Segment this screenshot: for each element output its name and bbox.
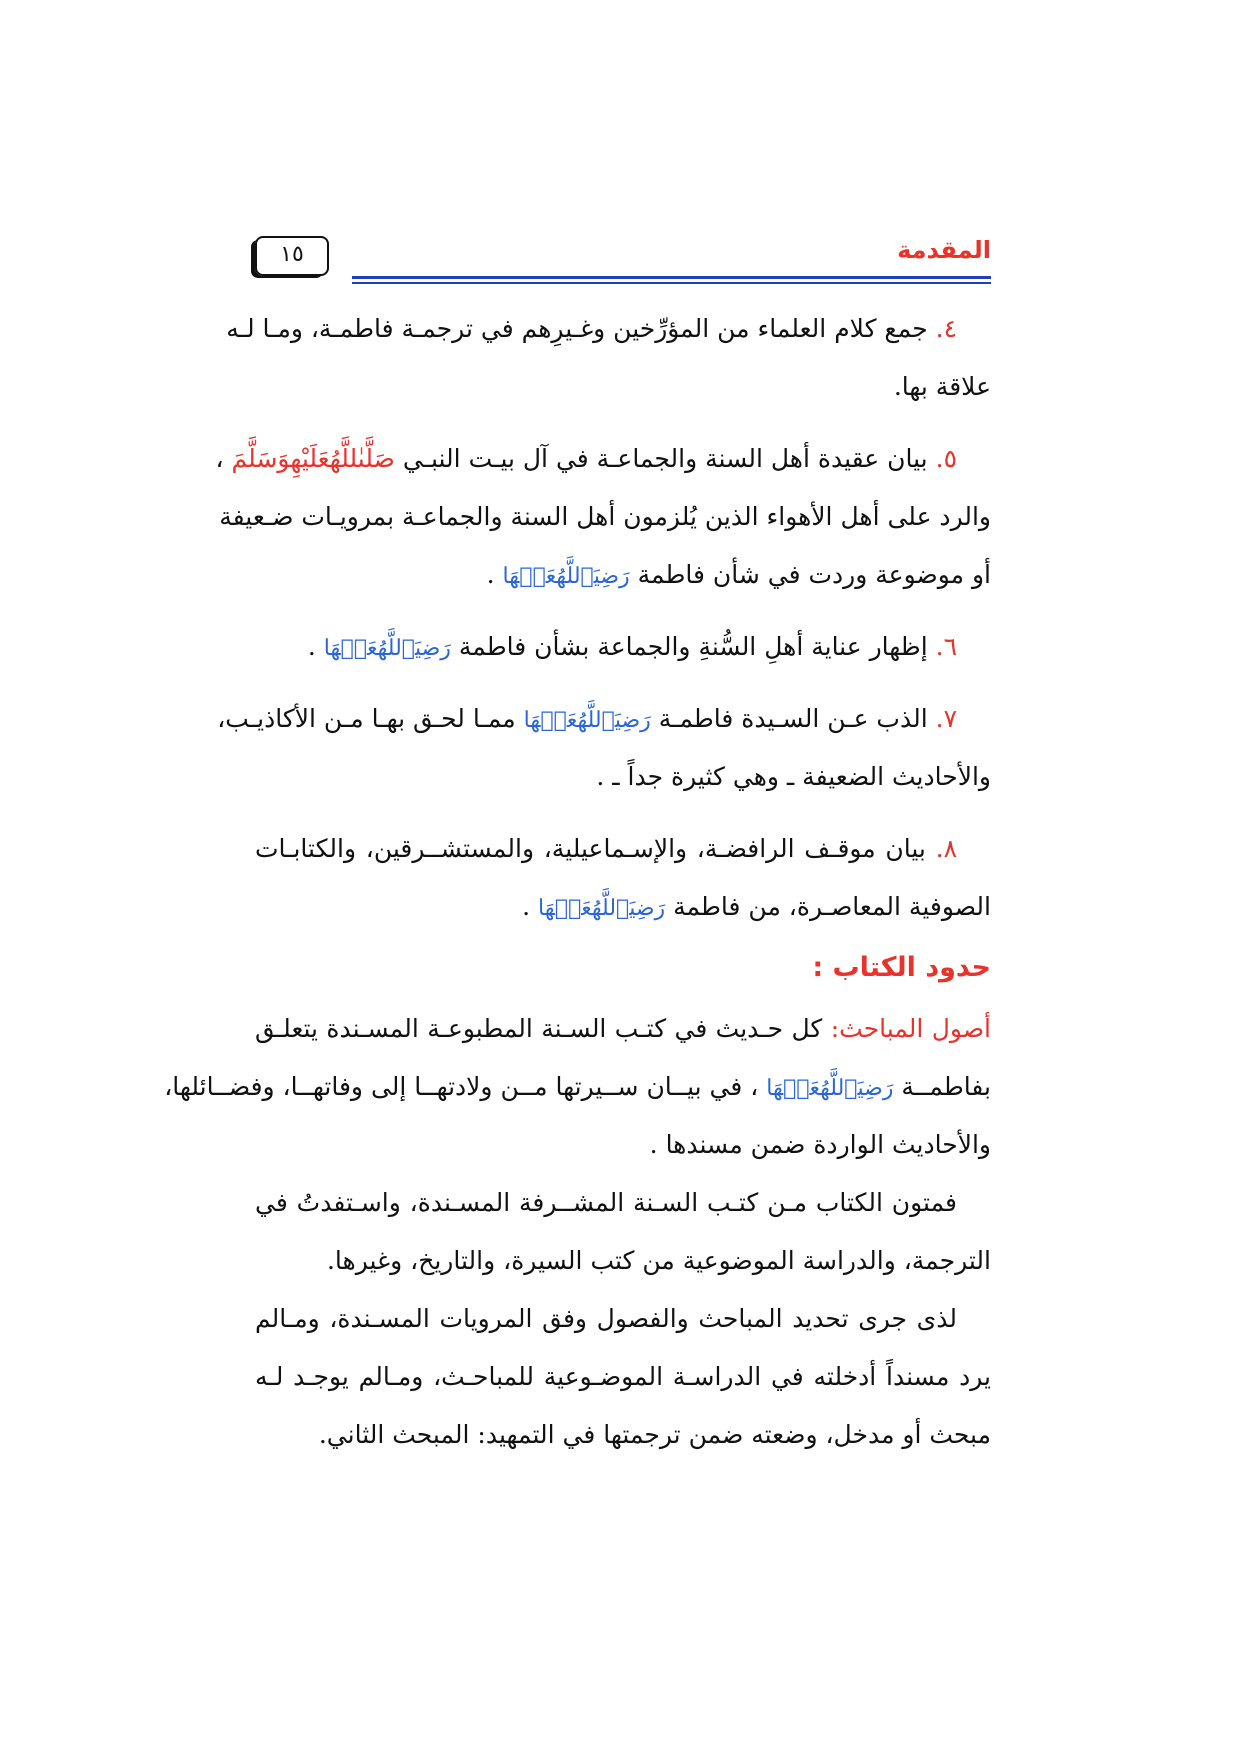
radiallah-glyph: رَضِيَٱللَّهُعَنۡهَا [766, 1076, 894, 1101]
item-text: والرد على أهل الأهواء الذين يُلزمون أهل السنة والجماعـة بمرويـات ضـعيفة [219, 502, 991, 531]
item-text: علاقة بها. [893, 372, 991, 401]
paragraph-1-line-3 [255, 1116, 991, 1174]
list-item-4-line-2 [255, 358, 991, 416]
item-text: . [522, 892, 531, 921]
item-text: ، [215, 444, 224, 473]
item-number: ٨. [935, 834, 957, 863]
radiallah-glyph: رَضِيَٱللَّهُعَنۡهَا [323, 636, 451, 661]
paragraph-text: بفاطمــة [901, 1072, 991, 1101]
section-heading: حدود الكتاب : [812, 952, 991, 983]
paragraph-text: كل حـديث في كتـب السـنة المطبوعـة المسـندة يتعلـق [255, 1014, 823, 1043]
item-text: إظهار عناية أهلِ السُّنةِ والجماعة بشأن فاطمة [458, 632, 928, 661]
radiallah-glyph: رَضِيَٱللَّهُعَنۡهَا [538, 896, 666, 921]
list-item-7-line-2 [255, 748, 991, 806]
paragraph-text: مبحث أو مدخل، وضعته ضمن ترجمتها في التمهيد: المبحث الثاني. [318, 1420, 991, 1449]
item-number: ٦. [935, 632, 957, 661]
item-text: . [486, 560, 495, 589]
item-text: بيان عقيدة أهل السنة والجماعـة في آل بيـت النبـي [402, 444, 928, 473]
item-number: ٧. [935, 704, 957, 733]
paragraph-text: لذى جرى تحديد المباحث والفصول وفق المرويات المسـندة، ومـالم [255, 1304, 957, 1333]
paragraph-1-line-1 [255, 1000, 991, 1058]
item-text: والأحاديث الضعيفة ـ وهي كثيرة جداً ـ . [596, 762, 991, 791]
paragraph-text: ، في بيــان ســيرتها مــن ولادتهــا إلى وفاتهــا، وفضــائلها، [164, 1072, 759, 1101]
paragraph-2-line-1 [255, 1174, 991, 1232]
item-text: جمع كلام العلماء من المؤرِّخين وغـيرِهم في ترجمـة فاطمـة، ومـا لـه [226, 314, 928, 343]
paragraph-text: فمتون الكتاب مـن كتـب السـنة المشــرفة المسـندة، واسـتفدتُ في [255, 1188, 957, 1217]
paragraph-3-line-2 [255, 1348, 991, 1406]
list-item-8-line-1 [255, 820, 991, 878]
header-rule [352, 276, 991, 279]
chapter-title: المقدمة [897, 236, 991, 264]
list-item-8-line-2 [255, 878, 991, 936]
radiallah-glyph: رَضِيَٱللَّهُعَنۡهَا [523, 708, 651, 733]
item-text: الذب عـن السـيدة فاطمـة [658, 704, 928, 733]
list-item-6 [255, 618, 991, 676]
list-item-4-line-1 [226, 300, 991, 358]
paragraph-text: الترجمة، والدراسة الموضوعية من كتب السيرة، والتاريخ، وغيرها. [326, 1246, 991, 1275]
item-number: ٥. [935, 444, 957, 473]
list-item-5-line-3 [255, 546, 991, 604]
header-rule-thin [352, 282, 991, 284]
radiallah-glyph: رَضِيَٱللَّهُعَنۡهَا [502, 564, 630, 589]
list-item-5-line-2 [219, 488, 991, 546]
salawat-glyph: صَلَّىٰللَّهُعَلَيْهِوَسَلَّمَ [231, 444, 395, 473]
item-text: الصوفية المعاصـرة، من فاطمة [673, 892, 991, 921]
list-item-7-line-1 [217, 690, 991, 748]
item-text: بيان موقـف الرافضـة، والإسـماعيلية، والمستشــرقين، والكتابـات [255, 834, 926, 863]
page-body [164, 300, 991, 1464]
paragraph-text: والأحاديث الواردة ضمن مسندها . [649, 1130, 991, 1159]
item-text: ممـا لحـق بهـا مـن الأكاذيـب، [217, 704, 516, 733]
paragraph-2-line-2 [255, 1232, 991, 1290]
item-text: . [307, 632, 316, 661]
paragraph-3-line-3 [255, 1406, 991, 1464]
paragraph-1-line-2 [164, 1058, 991, 1116]
page-header [255, 236, 991, 276]
item-number: ٤. [935, 314, 957, 343]
list-item-5-line-1 [215, 430, 991, 488]
page-number: ١٥ [280, 242, 304, 267]
paragraph-3-line-1 [255, 1290, 991, 1348]
paragraph-text: يرد مسنداً أدخلته في الدراسـة الموضـوعية للمباحـث، ومـالم يوجـد لـه [255, 1362, 991, 1391]
page-number-frame [255, 236, 329, 276]
item-text: أو موضوعة وردت في شأن فاطمة [637, 560, 991, 589]
paragraph-lead: أصول المباحث: [830, 1014, 991, 1043]
